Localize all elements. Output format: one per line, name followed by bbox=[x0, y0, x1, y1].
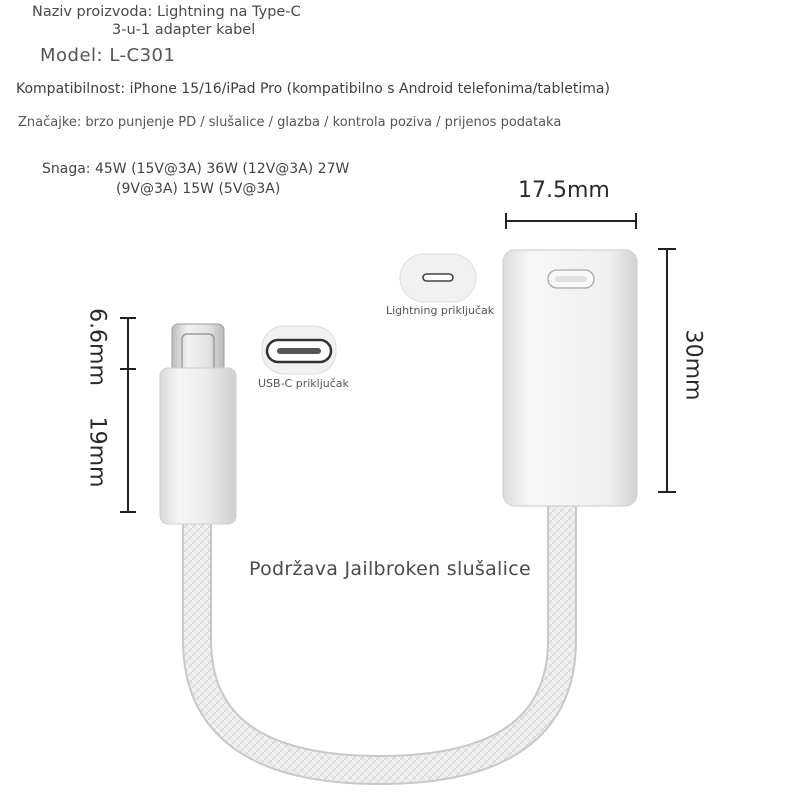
dimension-line-plug bbox=[120, 318, 136, 512]
braided-cable bbox=[197, 500, 562, 770]
support-text: Podržava Jailbroken slušalice bbox=[249, 558, 531, 580]
dimension-line-height bbox=[658, 249, 676, 492]
dimension-line-width bbox=[506, 213, 636, 229]
usb-c-connector bbox=[160, 324, 236, 524]
dimension-height-label: 30mm bbox=[680, 329, 706, 401]
dimension-width-label: 17.5mm bbox=[518, 178, 610, 203]
compatibility-text: Kompatibilnost: iPhone 15/16/iPad Pro (kompatibilno s Android telefonima/tabletima) bbox=[16, 81, 610, 97]
lightning-port-icon bbox=[400, 254, 476, 302]
usb-c-port-label: USB-C priključak bbox=[258, 377, 349, 390]
power-text-line2: (9V@3A) 15W (5V@3A) bbox=[116, 181, 281, 197]
model-number: Model: L-C301 bbox=[40, 45, 176, 66]
product-name-line1: Naziv proizvoda: Lightning na Type-C bbox=[32, 4, 301, 20]
usb-c-port-icon bbox=[262, 326, 336, 374]
dimension-body-label: 19mm bbox=[84, 416, 110, 488]
product-name-line2: 3-u-1 adapter kabel bbox=[112, 22, 256, 38]
lightning-female-housing bbox=[503, 250, 637, 506]
power-text-line1: Snaga: 45W (15V@3A) 36W (12V@3A) 27W bbox=[42, 161, 350, 177]
features-text: Značajke: brzo punjenje PD / slušalice / glazba / kontrola poziva / prijenos podataka bbox=[18, 115, 562, 130]
lightning-port-label: Lightning priključak bbox=[386, 304, 495, 317]
dimension-plug-label: 6.6mm bbox=[84, 308, 110, 386]
